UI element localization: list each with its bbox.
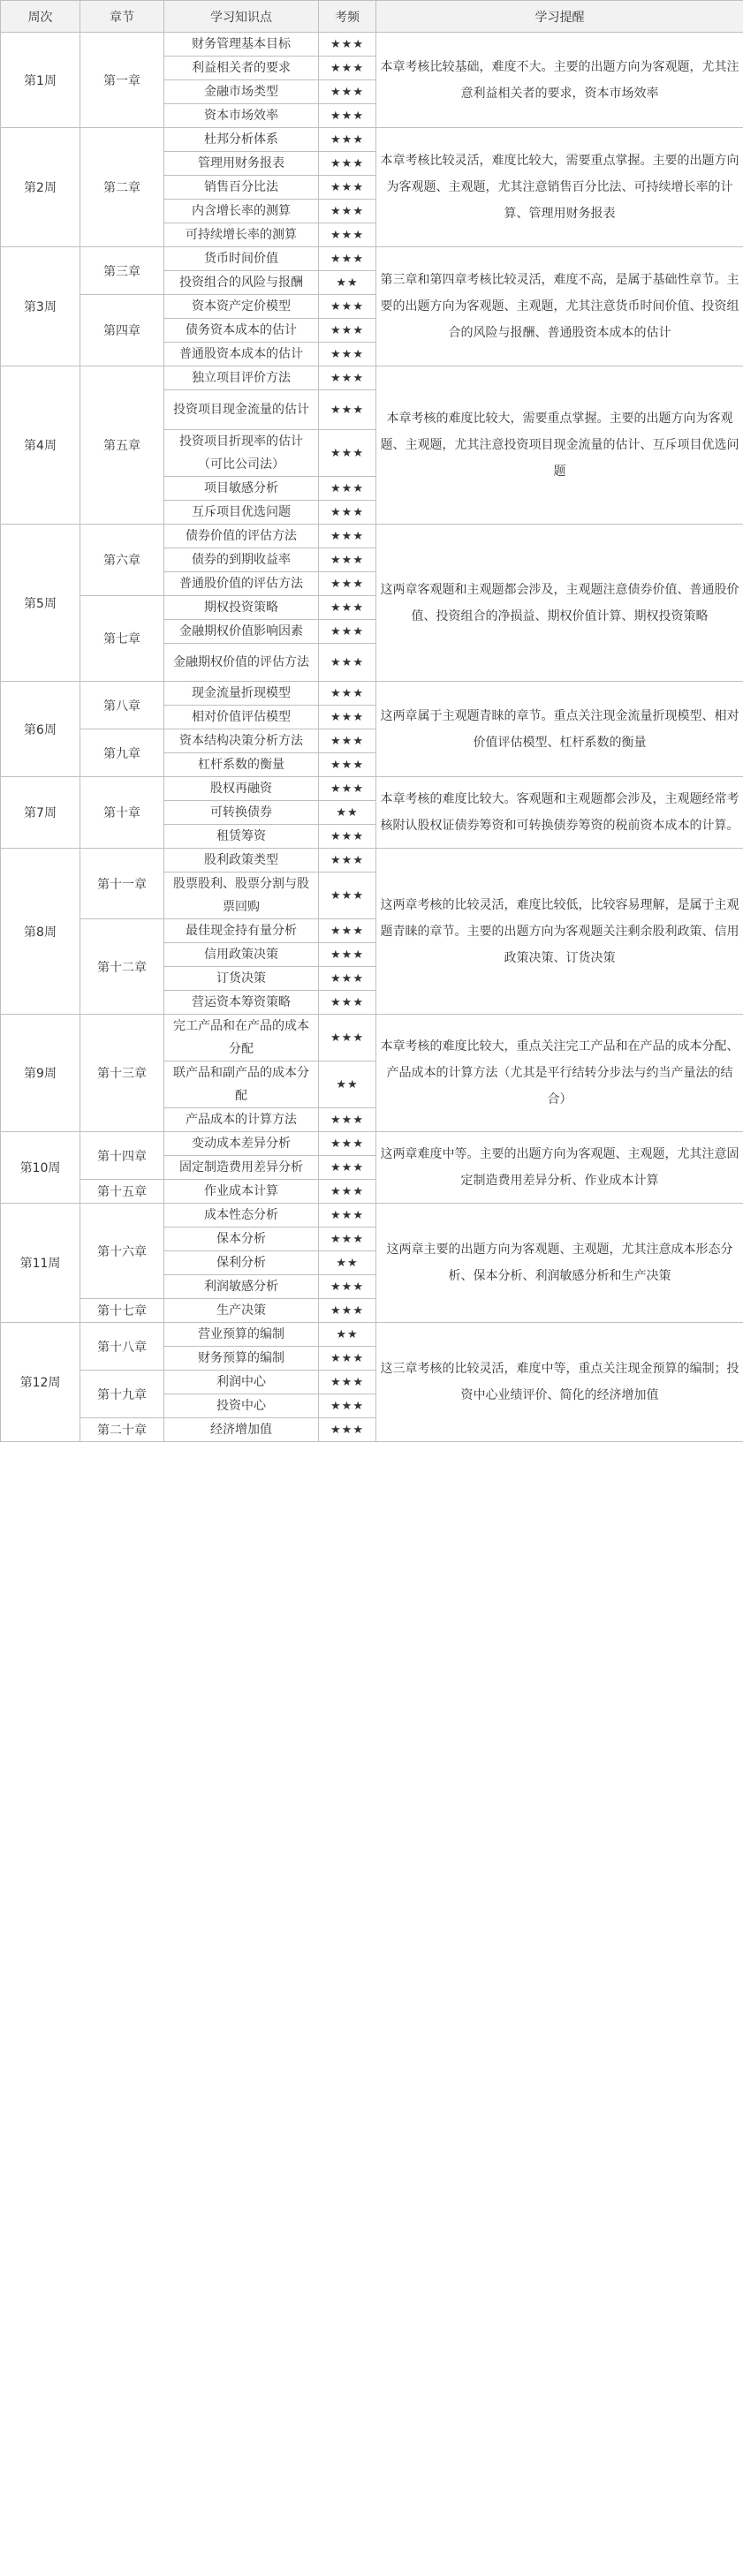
- topic-cell: 普通股资本成本的估计: [164, 343, 319, 366]
- topic-cell: 互斥项目优选问题: [164, 501, 319, 525]
- study-tip-cell: 这两章属于主观题青睐的章节。重点关注现金流量折现模型、相对价值评估模型、杠杆系数的衡量: [376, 682, 743, 777]
- table-row: [1, 1015, 743, 1061]
- frequency-stars: ★★★: [319, 477, 376, 501]
- week-cell: 第12周: [1, 1323, 80, 1442]
- chapter-cell: 第十章: [80, 777, 164, 849]
- frequency-stars: ★★: [319, 801, 376, 825]
- topic-cell: 营运资本筹资策略: [164, 991, 319, 1015]
- chapter-cell: 第十六章: [80, 1204, 164, 1299]
- topic-cell: 资本市场效率: [164, 104, 319, 128]
- header-week: 周次: [1, 1, 80, 33]
- week-cell: 第7周: [1, 777, 80, 849]
- frequency-stars: ★★★: [319, 548, 376, 572]
- chapter-cell: 第五章: [80, 366, 164, 525]
- chapter-cell: 第四章: [80, 295, 164, 366]
- header-tip: 学习提醒: [376, 1, 743, 33]
- study-tip-cell: 这两章难度中等。主要的出题方向为客观题、主观题，尤其注意固定制造费用差异分析、作业成本计算: [376, 1132, 743, 1204]
- chapter-cell: 第十七章: [80, 1299, 164, 1323]
- week-cell: 第6周: [1, 682, 80, 777]
- topic-cell: 管理用财务报表: [164, 152, 319, 176]
- topic-cell: 杠杆系数的衡量: [164, 753, 319, 777]
- frequency-stars: ★★★: [319, 620, 376, 644]
- chapter-cell: 第十一章: [80, 849, 164, 919]
- chapter-cell: 第十九章: [80, 1371, 164, 1418]
- frequency-stars: ★★★: [319, 1347, 376, 1371]
- chapter-cell: 第二章: [80, 128, 164, 247]
- topic-cell: 债务资本成本的估计: [164, 319, 319, 343]
- frequency-stars: ★★★: [319, 1132, 376, 1156]
- topic-cell: 经济增加值: [164, 1418, 319, 1442]
- frequency-stars: ★★★: [319, 919, 376, 943]
- frequency-stars: ★★★: [319, 706, 376, 729]
- frequency-stars: ★★★: [319, 753, 376, 777]
- week-cell: 第9周: [1, 1015, 80, 1132]
- table-row: [1, 128, 743, 152]
- frequency-stars: ★★★: [319, 343, 376, 366]
- topic-cell: 利益相关者的要求: [164, 57, 319, 80]
- chapter-cell: 第六章: [80, 525, 164, 596]
- topic-cell: 股票股利、股票分割与股票回购: [164, 873, 319, 919]
- topic-cell: 最佳现金持有量分析: [164, 919, 319, 943]
- frequency-stars: ★★★: [319, 501, 376, 525]
- topic-cell: 联产品和副产品的成本分配: [164, 1061, 319, 1108]
- topic-cell: 营业预算的编制: [164, 1323, 319, 1347]
- topic-cell: 利润敏感分析: [164, 1275, 319, 1299]
- study-tip-cell: 本章考核比较基础，难度不大。主要的出题方向为客观题，尤其注意利益相关者的要求，资本市场效率: [376, 33, 743, 128]
- topic-cell: 投资中心: [164, 1394, 319, 1418]
- table-row: [1, 247, 743, 271]
- topic-cell: 可持续增长率的测算: [164, 223, 319, 247]
- table-row: [1, 1132, 743, 1156]
- topic-cell: 成本性态分析: [164, 1204, 319, 1228]
- topic-cell: 可转换债券: [164, 801, 319, 825]
- topic-cell: 现金流量折现模型: [164, 682, 319, 706]
- topic-cell: 投资组合的风险与报酬: [164, 271, 319, 295]
- chapter-cell: 第三章: [80, 247, 164, 295]
- topic-cell: 财务预算的编制: [164, 1347, 319, 1371]
- topic-cell: 投资项目折现率的估计（可比公司法）: [164, 430, 319, 477]
- header-topic: 学习知识点: [164, 1, 319, 33]
- chapter-cell: 第十四章: [80, 1132, 164, 1180]
- week-cell: 第8周: [1, 849, 80, 1015]
- topic-cell: 金融市场类型: [164, 80, 319, 104]
- frequency-stars: ★★★: [319, 1015, 376, 1061]
- frequency-stars: ★★★: [319, 104, 376, 128]
- study-tip-cell: 本章考核的难度比较大。客观题和主观题都会涉及，主观题经常考核附认股权证债券筹资和可转换债券筹资的税前资本成本的计算。: [376, 777, 743, 849]
- topic-cell: 完工产品和在产品的成本分配: [164, 1015, 319, 1061]
- table-row: [1, 777, 743, 801]
- frequency-stars: ★★★: [319, 525, 376, 548]
- study-tip-cell: 本章考核的难度比较大，重点关注完工产品和在产品的成本分配、产品成本的计算方法（尤其是平行结转分步法与约当产量法的结合）: [376, 1015, 743, 1132]
- frequency-stars: ★★★: [319, 1275, 376, 1299]
- header-chapter: 章节: [80, 1, 164, 33]
- chapter-cell: 第二十章: [80, 1418, 164, 1442]
- topic-cell: 金融期权价值的评估方法: [164, 644, 319, 682]
- frequency-stars: ★★★: [319, 873, 376, 919]
- frequency-stars: ★★★: [319, 1228, 376, 1251]
- topic-cell: 销售百分比法: [164, 176, 319, 200]
- week-cell: 第1周: [1, 33, 80, 128]
- topic-cell: 投资项目现金流量的估计: [164, 390, 319, 430]
- frequency-stars: ★★★: [319, 943, 376, 967]
- frequency-stars: ★★★: [319, 366, 376, 390]
- frequency-stars: ★★★: [319, 319, 376, 343]
- study-tip-cell: 这两章客观题和主观题都会涉及，主观题注意债券价值、普通股价值、投资组合的净损益、期权价值计算、期权投资策略: [376, 525, 743, 682]
- frequency-stars: ★★★: [319, 1180, 376, 1204]
- frequency-stars: ★★★: [319, 33, 376, 57]
- topic-cell: 普通股价值的评估方法: [164, 572, 319, 596]
- topic-cell: 利润中心: [164, 1371, 319, 1394]
- frequency-stars: ★★★: [319, 682, 376, 706]
- frequency-stars: ★★★: [319, 176, 376, 200]
- table-row: [1, 525, 743, 548]
- frequency-stars: ★★★: [319, 596, 376, 620]
- topic-cell: 股权再融资: [164, 777, 319, 801]
- frequency-stars: ★★★: [319, 991, 376, 1015]
- chapter-cell: 第七章: [80, 596, 164, 682]
- topic-cell: 项目敏感分析: [164, 477, 319, 501]
- week-cell: 第10周: [1, 1132, 80, 1204]
- topic-cell: 资本结构决策分析方法: [164, 729, 319, 753]
- frequency-stars: ★★★: [319, 825, 376, 849]
- frequency-stars: ★★★: [319, 247, 376, 271]
- topic-cell: 独立项目评价方法: [164, 366, 319, 390]
- topic-cell: 内含增长率的测算: [164, 200, 319, 223]
- study-tip-cell: 这两章主要的出题方向为客观题、主观题，尤其注意成本形态分析、保本分析、利润敏感分析和生产决策: [376, 1204, 743, 1323]
- topic-cell: 财务管理基本目标: [164, 33, 319, 57]
- header-frequency: 考频: [319, 1, 376, 33]
- frequency-stars: ★★★: [319, 295, 376, 319]
- week-cell: 第4周: [1, 366, 80, 525]
- frequency-stars: ★★★: [319, 777, 376, 801]
- topic-cell: 债券的到期收益率: [164, 548, 319, 572]
- chapter-cell: 第十二章: [80, 919, 164, 1015]
- topic-cell: 产品成本的计算方法: [164, 1108, 319, 1132]
- study-tip-cell: 本章考核的难度比较大，需要重点掌握。主要的出题方向为客观题、主观题，尤其注意投资项目现金流量的估计、互斥项目优选问题: [376, 366, 743, 525]
- frequency-stars: ★★★: [319, 1418, 376, 1442]
- chapter-cell: 第一章: [80, 33, 164, 128]
- chapter-cell: 第十三章: [80, 1015, 164, 1132]
- chapter-cell: 第十八章: [80, 1323, 164, 1371]
- frequency-stars: ★★★: [319, 430, 376, 477]
- topic-cell: 生产决策: [164, 1299, 319, 1323]
- topic-cell: 相对价值评估模型: [164, 706, 319, 729]
- table-row: [1, 366, 743, 390]
- frequency-stars: ★★★: [319, 1108, 376, 1132]
- chapter-cell: 第九章: [80, 729, 164, 777]
- frequency-stars: ★★★: [319, 1156, 376, 1180]
- chapter-cell: 第八章: [80, 682, 164, 729]
- frequency-stars: ★★★: [319, 223, 376, 247]
- frequency-stars: ★★★: [319, 80, 376, 104]
- topic-cell: 作业成本计算: [164, 1180, 319, 1204]
- topic-cell: 订货决策: [164, 967, 319, 991]
- study-tip-cell: 这三章考核的比较灵活，难度中等，重点关注现金预算的编制；投资中心业绩评价、简化的经济增加值: [376, 1323, 743, 1442]
- topic-cell: 期权投资策略: [164, 596, 319, 620]
- week-cell: 第2周: [1, 128, 80, 247]
- frequency-stars: ★★★: [319, 644, 376, 682]
- topic-cell: 股利政策类型: [164, 849, 319, 873]
- table-row: [1, 682, 743, 706]
- frequency-stars: ★★: [319, 1061, 376, 1108]
- study-tip-cell: 第三章和第四章考核比较灵活，难度不高，是属于基础性章节。主要的出题方向为客观题、主观题，尤其注意货币时间价值、投资组合的风险与报酬、普通股资本成本的估计: [376, 247, 743, 366]
- frequency-stars: ★★: [319, 1251, 376, 1275]
- study-tip-cell: 这两章考核的比较灵活，难度比较低，比较容易理解，是属于主观题青睐的章节。主要的出题方向为客观题关注剩余股利政策、信用政策决策、订货决策: [376, 849, 743, 1015]
- frequency-stars: ★★★: [319, 200, 376, 223]
- table-body: [1, 33, 743, 1442]
- topic-cell: 金融期权价值影响因素: [164, 620, 319, 644]
- frequency-stars: ★★★: [319, 152, 376, 176]
- frequency-stars: ★★★: [319, 1299, 376, 1323]
- table-row: [1, 1204, 743, 1228]
- topic-cell: 资本资产定价模型: [164, 295, 319, 319]
- frequency-stars: ★★★: [319, 128, 376, 152]
- topic-cell: 租赁筹资: [164, 825, 319, 849]
- frequency-stars: ★★★: [319, 849, 376, 873]
- topic-cell: 信用政策决策: [164, 943, 319, 967]
- frequency-stars: ★★★: [319, 572, 376, 596]
- topic-cell: 保利分析: [164, 1251, 319, 1275]
- study-tip-cell: 本章考核比较灵活，难度比较大，需要重点掌握。主要的出题方向为客观题、主观题，尤其注意销售百分比法、可持续增长率的计算、管理用财务报表: [376, 128, 743, 247]
- frequency-stars: ★★★: [319, 1394, 376, 1418]
- topic-cell: 保本分析: [164, 1228, 319, 1251]
- frequency-stars: ★★★: [319, 967, 376, 991]
- frequency-stars: ★★★: [319, 1371, 376, 1394]
- frequency-stars: ★★: [319, 271, 376, 295]
- topic-cell: 货币时间价值: [164, 247, 319, 271]
- frequency-stars: ★★: [319, 1323, 376, 1347]
- topic-cell: 杜邦分析体系: [164, 128, 319, 152]
- topic-cell: 变动成本差异分析: [164, 1132, 319, 1156]
- frequency-stars: ★★★: [319, 57, 376, 80]
- table-row: [1, 849, 743, 873]
- header-row: [1, 1, 743, 33]
- frequency-stars: ★★★: [319, 729, 376, 753]
- table-row: [1, 1323, 743, 1347]
- table-row: [1, 33, 743, 57]
- topic-cell: 债券价值的评估方法: [164, 525, 319, 548]
- frequency-stars: ★★★: [319, 390, 376, 430]
- week-cell: 第5周: [1, 525, 80, 682]
- week-cell: 第3周: [1, 247, 80, 366]
- chapter-cell: 第十五章: [80, 1180, 164, 1204]
- frequency-stars: ★★★: [319, 1204, 376, 1228]
- topic-cell: 固定制造费用差异分析: [164, 1156, 319, 1180]
- week-cell: 第11周: [1, 1204, 80, 1323]
